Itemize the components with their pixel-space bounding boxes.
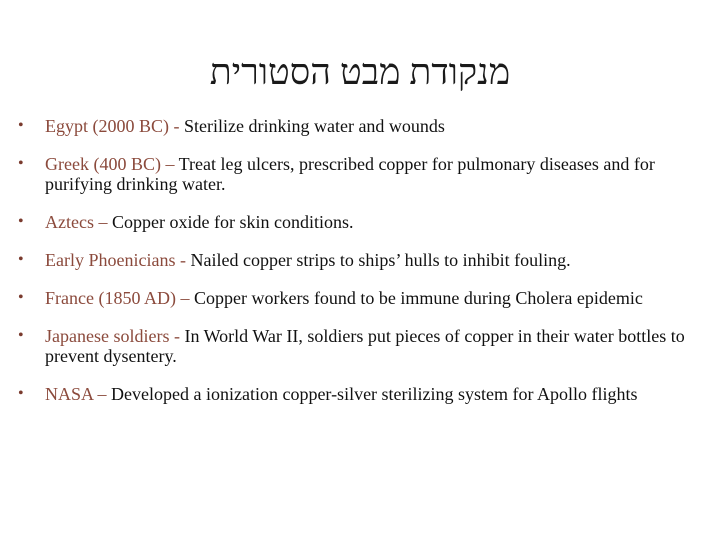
bullet-item [18, 288, 708, 308]
bullet-description: Developed a ionization copper-silver sterilizing system for Apollo flights [111, 384, 638, 404]
bullet-description: Sterilize drinking water and wounds [184, 116, 445, 136]
bullet-icon: • [18, 213, 24, 230]
bullet-description: Copper oxide for skin conditions. [111, 212, 354, 232]
bullet-icon: • [18, 251, 24, 268]
bullet-description: Copper workers found to be immune during Cholera epidemic [193, 288, 643, 308]
bullet-term: France (1850 AD) [45, 288, 176, 308]
bullet-separator: – [160, 154, 179, 174]
bullet-term: Japanese soldiers [45, 326, 170, 346]
bullet-item [18, 384, 708, 404]
bullet-list [18, 116, 708, 422]
bullet-description: Nailed copper strips to ships’ hulls to inhibit fouling. [190, 250, 571, 270]
bullet-item [18, 326, 708, 366]
bullet-item [18, 154, 708, 194]
bullet-separator: - [175, 250, 191, 270]
bullet-term: NASA [45, 384, 94, 404]
bullet-term: Greek (400 BC) [45, 154, 161, 174]
bullet-icon: • [18, 155, 24, 172]
bullet-item [18, 250, 708, 270]
slide-title: מנקודת מבט הסטורית [209, 52, 511, 92]
bullet-icon: • [18, 327, 24, 344]
bullet-separator: – [93, 212, 112, 232]
bullet-term: Early Phoenicians [45, 250, 176, 270]
bullet-term: Aztecs [45, 212, 94, 232]
bullet-description: Treat leg ulcers, prescribed copper for pulmonary diseases and for purifying drinking water. [45, 154, 655, 194]
bullet-item [18, 212, 708, 232]
bullet-icon: • [18, 385, 24, 402]
bullet-description: In World War II, soldiers put pieces of copper in their water bottles to prevent dysentery. [45, 326, 685, 366]
bullet-separator: - [169, 116, 184, 136]
bullet-icon: • [18, 117, 24, 134]
bullet-separator: - [169, 326, 185, 346]
bullet-separator: – [93, 384, 112, 404]
bullet-icon: • [18, 289, 24, 306]
bullet-item [18, 116, 708, 136]
bullet-term: Egypt (2000 BC) [45, 116, 169, 136]
bullet-separator: – [175, 288, 194, 308]
